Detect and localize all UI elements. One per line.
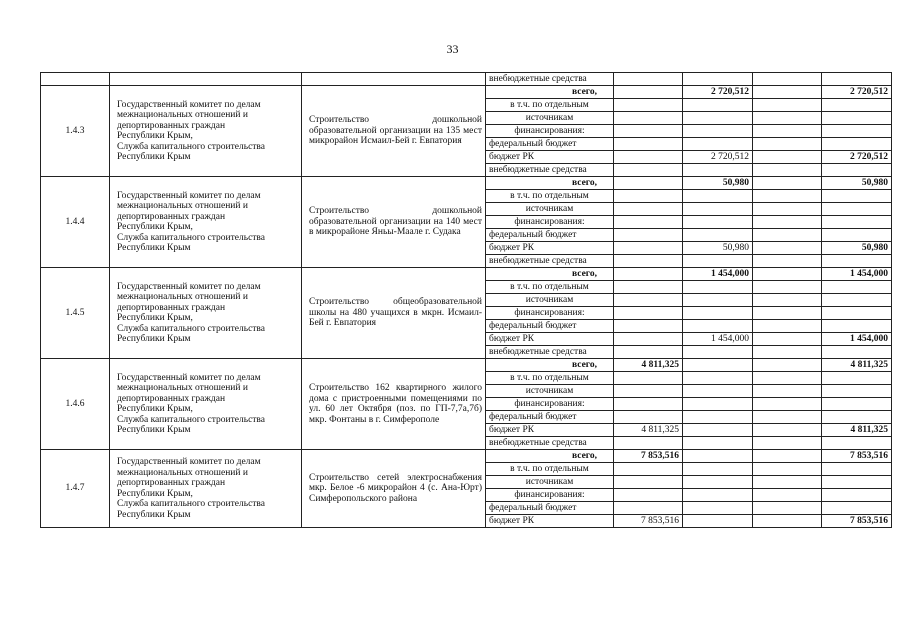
value-empty — [822, 216, 892, 229]
value-empty — [614, 320, 683, 333]
source-total: всего, — [486, 359, 614, 372]
value-empty — [614, 372, 683, 385]
value-total-c7 — [753, 86, 822, 99]
section-number: 1.4.3 — [41, 86, 110, 177]
value-empty — [683, 255, 753, 268]
responsible-organization — [110, 268, 302, 359]
section-row-total — [41, 177, 892, 190]
value-empty — [753, 255, 822, 268]
source-rk: бюджет РК — [486, 424, 614, 437]
value-empty — [683, 476, 753, 489]
value-total-c7 — [753, 359, 822, 372]
section-number: 1.4.4 — [41, 177, 110, 268]
value-empty — [753, 489, 822, 502]
value-total-c7 — [753, 450, 822, 463]
value-empty — [683, 138, 753, 151]
value-empty — [822, 307, 892, 320]
value-total-c8: 4 811,325 — [822, 359, 892, 372]
source-rk: бюджет РК — [486, 515, 614, 528]
value-empty — [614, 229, 683, 242]
section-number: 1.4.5 — [41, 268, 110, 359]
source-total: всего, — [486, 86, 614, 99]
source-total: всего, — [486, 450, 614, 463]
value-rk-c6: 50,980 — [683, 242, 753, 255]
section-row-total — [41, 86, 892, 99]
value-rk-c8: 50,980 — [822, 242, 892, 255]
value-empty — [614, 216, 683, 229]
text-line: Республики Крым, — [117, 488, 193, 499]
text-line: Служба капитального строительства — [117, 141, 266, 152]
value-total-c5 — [614, 268, 683, 281]
value-empty — [614, 190, 683, 203]
value-rk-c6 — [683, 515, 753, 528]
source-extra: внебюджетные средства — [486, 73, 614, 86]
text-line: Республики Крым, — [117, 222, 193, 232]
value-empty — [683, 320, 753, 333]
value-total-c6: 50,980 — [683, 177, 753, 190]
text-line: депортированных граждан — [117, 393, 226, 404]
value-empty — [822, 138, 892, 151]
value-total-c6 — [683, 359, 753, 372]
text-line: Республики Крым — [117, 243, 191, 253]
value-empty — [822, 502, 892, 515]
value-empty — [753, 281, 822, 294]
source-federal: федеральный бюджет — [486, 411, 614, 424]
value-empty — [614, 255, 683, 268]
value-empty — [614, 203, 683, 216]
value-rk-c7 — [753, 424, 822, 437]
section-row-total — [41, 359, 892, 372]
value-rk-c6: 1 454,000 — [683, 333, 753, 346]
value-total-c5 — [614, 177, 683, 190]
value-empty — [614, 138, 683, 151]
value-rk-c8: 4 811,325 — [822, 424, 892, 437]
value-total-c8: 1 454,000 — [822, 268, 892, 281]
value-total-c6: 1 454,000 — [683, 268, 753, 281]
text-line: депортированных граждан — [117, 302, 226, 313]
value-rk-c8: 7 853,516 — [822, 515, 892, 528]
value-rk-c7 — [753, 515, 822, 528]
source-rk: бюджет РК — [486, 242, 614, 255]
text-line: межнациональных отношений и — [117, 110, 248, 120]
value-empty — [753, 216, 822, 229]
value-empty — [822, 203, 892, 216]
value-empty — [614, 411, 683, 424]
source-including: в т.ч. по отдельным — [486, 99, 614, 112]
value-total-c5: 4 811,325 — [614, 359, 683, 372]
text-line: межнациональных отношений и — [117, 292, 248, 302]
value-empty — [614, 164, 683, 177]
value-empty — [614, 99, 683, 112]
value-empty — [822, 190, 892, 203]
value-empty — [753, 125, 822, 138]
responsible-organization — [110, 359, 302, 450]
construction-object: Строительство сетей электроснабжения мкр. Белое -6 микрорайон 4 (с. Ана-Юрт) Симферопольского района — [302, 450, 486, 528]
source-including: финансирования: — [486, 125, 614, 138]
value-empty — [683, 294, 753, 307]
responsible-organization — [110, 177, 302, 268]
value-empty — [683, 437, 753, 450]
value-empty — [822, 281, 892, 294]
source-total: всего, — [486, 177, 614, 190]
responsible-organization — [110, 450, 302, 528]
value-empty — [683, 372, 753, 385]
value-empty — [683, 411, 753, 424]
source-rk: бюджет РК — [486, 333, 614, 346]
text-line: межнациональных отношений и — [117, 201, 248, 211]
value-empty — [822, 112, 892, 125]
value-empty — [822, 437, 892, 450]
value-empty — [614, 385, 683, 398]
text-line: Служба капитального строительства — [117, 414, 266, 425]
text-line: Служба капитального строительства — [117, 323, 266, 334]
value-empty — [683, 190, 753, 203]
value-empty — [822, 411, 892, 424]
value-empty — [753, 164, 822, 177]
value-empty — [614, 476, 683, 489]
construction-object: Строительство общеобразовательной школы на 480 учащихся в мкрн. Исмаил-Бей г. Евпатория — [302, 268, 486, 359]
source-total: всего, — [486, 268, 614, 281]
value-empty — [753, 190, 822, 203]
value-empty — [822, 255, 892, 268]
value-rk-c5: 4 811,325 — [614, 424, 683, 437]
value-empty — [614, 125, 683, 138]
text-line: Республики Крым — [117, 509, 191, 520]
value-empty — [822, 476, 892, 489]
value-empty — [822, 320, 892, 333]
value-empty — [683, 463, 753, 476]
value-empty — [614, 281, 683, 294]
text-line: Служба капитального строительства — [117, 232, 266, 243]
value-total-c8: 2 720,512 — [822, 86, 892, 99]
value-empty — [822, 229, 892, 242]
value-empty — [683, 489, 753, 502]
value-empty — [614, 489, 683, 502]
source-federal: федеральный бюджет — [486, 320, 614, 333]
value-empty — [753, 112, 822, 125]
source-including: источникам — [486, 294, 614, 307]
value-rk-c5: 7 853,516 — [614, 515, 683, 528]
value-empty — [822, 489, 892, 502]
text-line: Республики Крым, — [117, 131, 193, 141]
value-empty — [614, 398, 683, 411]
section-row-total — [41, 268, 892, 281]
value-rk-c7 — [753, 151, 822, 164]
value-rk-c5 — [614, 333, 683, 346]
value-empty — [753, 138, 822, 151]
text-line: межнациональных отношений и — [117, 467, 248, 478]
source-including: источникам — [486, 385, 614, 398]
value-empty — [822, 99, 892, 112]
source-federal: федеральный бюджет — [486, 138, 614, 151]
source-federal: федеральный бюджет — [486, 229, 614, 242]
value-empty — [683, 216, 753, 229]
value-total-c5: 7 853,516 — [614, 450, 683, 463]
text-line: Республики Крым — [117, 334, 191, 344]
value-empty — [614, 463, 683, 476]
source-including: в т.ч. по отдельным — [486, 190, 614, 203]
value-empty — [822, 164, 892, 177]
value-empty — [614, 307, 683, 320]
source-extra: внебюджетные средства — [486, 255, 614, 268]
value-empty — [683, 398, 753, 411]
value-rk-c6: 2 720,512 — [683, 151, 753, 164]
value-empty — [753, 411, 822, 424]
value-empty — [683, 385, 753, 398]
page-number: 33 — [446, 42, 459, 56]
financing-table — [40, 72, 892, 528]
value-rk-c7 — [753, 242, 822, 255]
source-extra: внебюджетные средства — [486, 346, 614, 359]
value-empty — [822, 372, 892, 385]
value-empty — [683, 346, 753, 359]
source-including: финансирования: — [486, 489, 614, 502]
value-empty — [822, 463, 892, 476]
value-rk-c8: 1 454,000 — [822, 333, 892, 346]
text-line: депортированных граждан — [117, 478, 226, 488]
value-empty — [753, 203, 822, 216]
responsible-organization — [110, 86, 302, 177]
value-total-c6: 2 720,512 — [683, 86, 753, 99]
value-empty — [822, 385, 892, 398]
value-empty — [753, 476, 822, 489]
source-including: источникам — [486, 476, 614, 489]
value-empty — [683, 229, 753, 242]
value-empty — [614, 437, 683, 450]
text-line: депортированных граждан — [117, 211, 226, 222]
value-rk-c8: 2 720,512 — [822, 151, 892, 164]
continuation-row — [41, 73, 892, 86]
source-including: в т.ч. по отдельным — [486, 281, 614, 294]
text-line: Государственный комитет по делам — [117, 99, 261, 110]
value-empty — [753, 398, 822, 411]
source-including: в т.ч. по отдельным — [486, 463, 614, 476]
value-empty — [614, 294, 683, 307]
value-empty — [683, 502, 753, 515]
text-line: межнациональных отношений и — [117, 383, 248, 393]
value-total-c7 — [753, 177, 822, 190]
value-empty — [683, 203, 753, 216]
value-total-c6 — [683, 450, 753, 463]
value-total-c7 — [753, 268, 822, 281]
value-empty — [753, 294, 822, 307]
text-line: Государственный комитет по делам — [117, 372, 261, 383]
text-line: Республики Крым — [117, 152, 191, 162]
source-including: финансирования: — [486, 307, 614, 320]
section-row-total — [41, 450, 892, 463]
construction-object: Строительство дошкольной образовательной организации на 135 мест микрорайон Исмаил-Бей г. Евпатория — [302, 86, 486, 177]
value-empty — [683, 125, 753, 138]
value-empty — [614, 112, 683, 125]
text-line: депортированных граждан — [117, 120, 226, 131]
text-line: Государственный комитет по делам — [117, 281, 261, 292]
text-line: Республики Крым — [117, 425, 191, 435]
value-empty — [753, 99, 822, 112]
value-total-c8: 7 853,516 — [822, 450, 892, 463]
source-federal: федеральный бюджет — [486, 502, 614, 515]
source-extra: внебюджетные средства — [486, 164, 614, 177]
construction-object: Строительство дошкольной образовательной организации на 140 мест в микрорайоне Яньы-Маале г. Судака — [302, 177, 486, 268]
value-total-c8: 50,980 — [822, 177, 892, 190]
value-empty — [753, 320, 822, 333]
source-including: в т.ч. по отдельным — [486, 372, 614, 385]
value-empty — [822, 398, 892, 411]
value-empty — [753, 372, 822, 385]
value-empty — [753, 502, 822, 515]
text-line: Государственный комитет по делам — [117, 457, 261, 467]
text-line: Республики Крым, — [117, 404, 193, 414]
value-empty — [753, 385, 822, 398]
source-rk: бюджет РК — [486, 151, 614, 164]
value-rk-c7 — [753, 333, 822, 346]
value-empty — [753, 437, 822, 450]
text-line: Государственный комитет по делам — [117, 190, 261, 201]
value-empty — [614, 502, 683, 515]
source-including: финансирования: — [486, 216, 614, 229]
text-line: Республики Крым, — [117, 313, 193, 323]
value-empty — [822, 294, 892, 307]
value-empty — [753, 463, 822, 476]
value-rk-c5 — [614, 151, 683, 164]
source-including: источникам — [486, 203, 614, 216]
value-empty — [822, 125, 892, 138]
section-number: 1.4.6 — [41, 359, 110, 450]
value-empty — [683, 307, 753, 320]
construction-object: Строительство 162 квартирного жилого дома с пристроенными помещениями по ул. 60 лет Октября (поз. по ГП-7,7а,7б) мкр. Фонтаны в г. Симферополе — [302, 359, 486, 450]
value-total-c5 — [614, 86, 683, 99]
value-empty — [753, 346, 822, 359]
value-empty — [822, 346, 892, 359]
source-including: финансирования: — [486, 398, 614, 411]
value-empty — [614, 346, 683, 359]
source-including: источникам — [486, 112, 614, 125]
value-rk-c6 — [683, 424, 753, 437]
value-empty — [753, 307, 822, 320]
value-empty — [683, 281, 753, 294]
section-number: 1.4.7 — [41, 450, 110, 528]
value-empty — [683, 99, 753, 112]
value-empty — [683, 112, 753, 125]
source-extra: внебюджетные средства — [486, 437, 614, 450]
value-rk-c5 — [614, 242, 683, 255]
value-empty — [683, 164, 753, 177]
value-empty — [753, 229, 822, 242]
text-line: Служба капитального строительства — [117, 499, 266, 509]
